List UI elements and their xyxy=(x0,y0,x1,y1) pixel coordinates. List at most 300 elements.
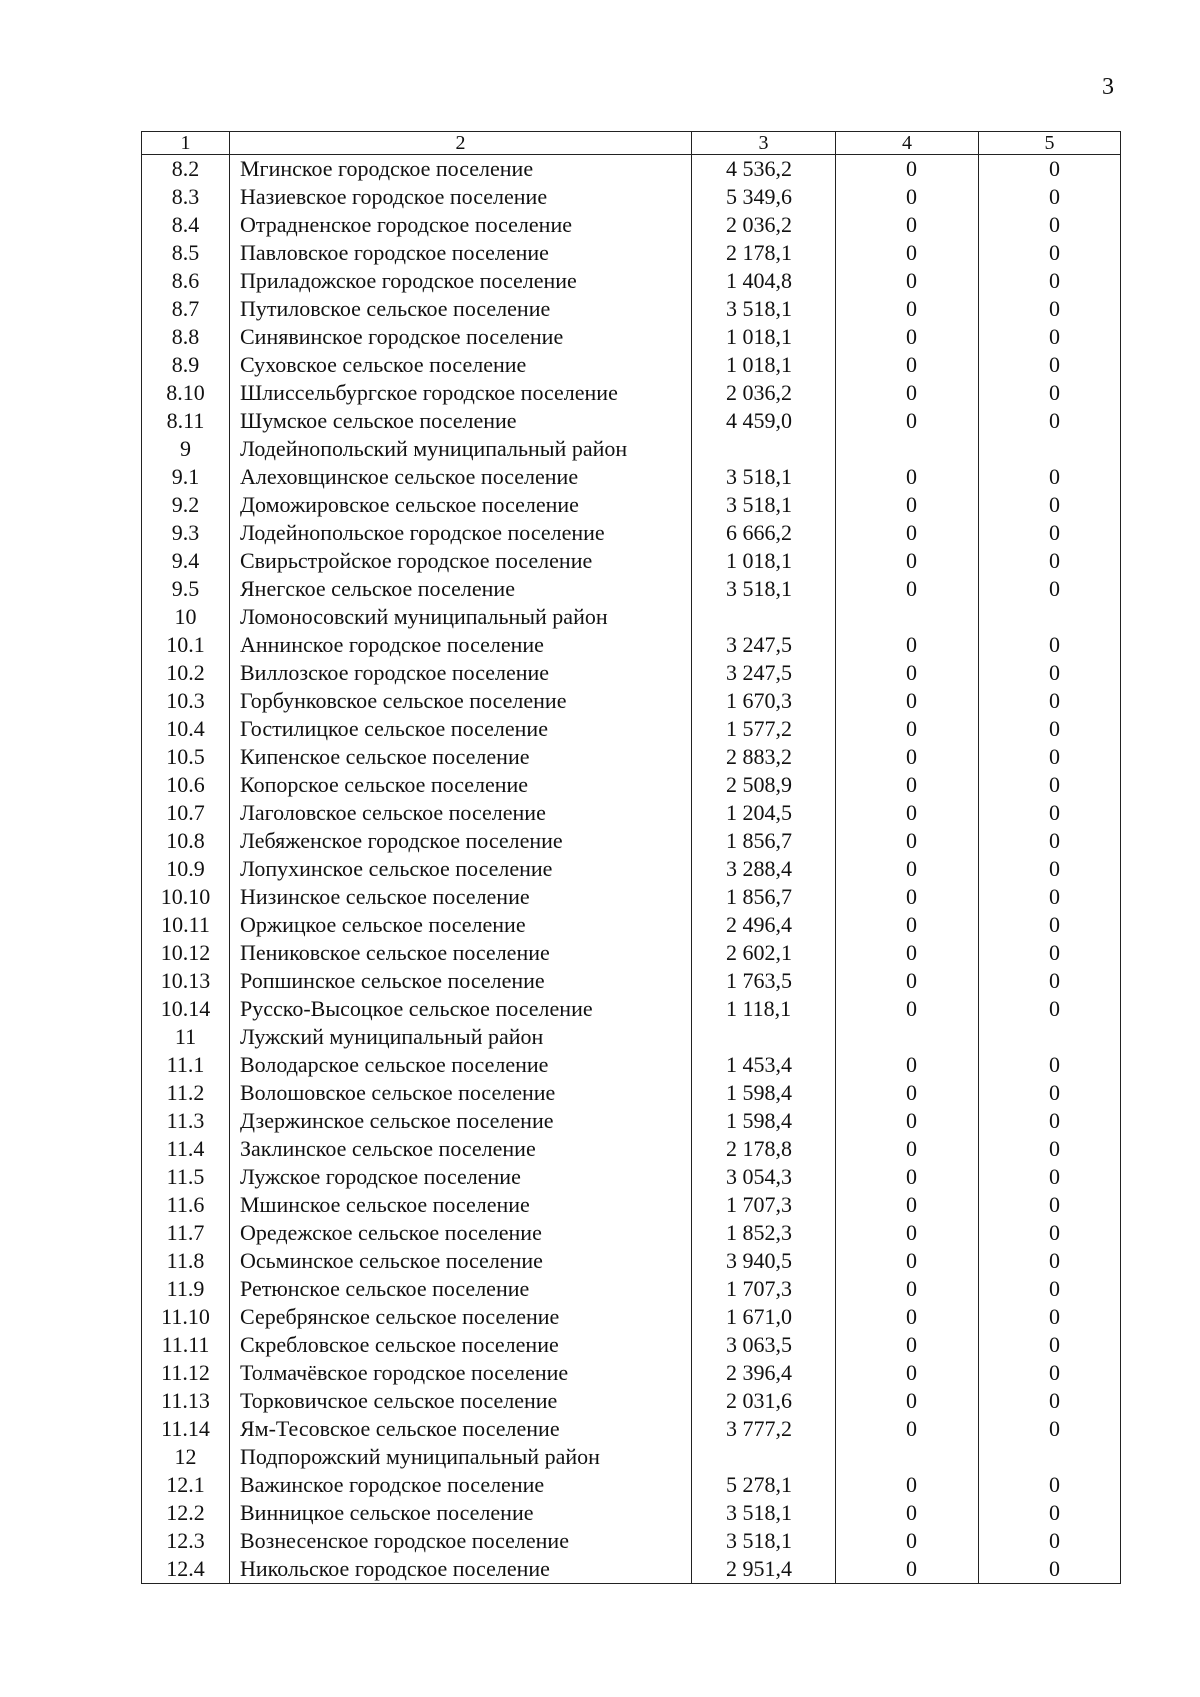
row-number: 11.4 xyxy=(142,1135,230,1163)
row-number: 11.7 xyxy=(142,1219,230,1247)
settlement-name: Важинское городское поселение xyxy=(230,1471,692,1499)
row-number: 8.11 xyxy=(142,407,230,435)
value-col-4: 0 xyxy=(836,939,979,967)
value-col-4: 0 xyxy=(836,911,979,939)
settlement-name: Виллозское городское поселение xyxy=(230,659,692,687)
value-col-4: 0 xyxy=(836,995,979,1023)
row-number: 10.10 xyxy=(142,883,230,911)
value-col-5 xyxy=(979,1443,1121,1471)
row-number: 9.4 xyxy=(142,547,230,575)
amount: 4 536,2 xyxy=(692,155,836,184)
table-row xyxy=(142,771,1121,799)
settlement-name: Павловское городское поселение xyxy=(230,239,692,267)
settlement-name: Пениковское сельское поселение xyxy=(230,939,692,967)
value-col-4: 0 xyxy=(836,575,979,603)
amount: 2 031,6 xyxy=(692,1387,836,1415)
value-col-4 xyxy=(836,1443,979,1471)
amount: 1 856,7 xyxy=(692,827,836,855)
value-col-4 xyxy=(836,603,979,631)
page-number: 3 xyxy=(1102,74,1114,100)
amount: 1 763,5 xyxy=(692,967,836,995)
value-col-5: 0 xyxy=(979,743,1121,771)
amount: 2 496,4 xyxy=(692,911,836,939)
value-col-4: 0 xyxy=(836,827,979,855)
header-row xyxy=(142,132,1121,155)
amount: 1 852,3 xyxy=(692,1219,836,1247)
table-row xyxy=(142,575,1121,603)
value-col-5 xyxy=(979,435,1121,463)
value-col-5: 0 xyxy=(979,407,1121,435)
amount: 3 063,5 xyxy=(692,1331,836,1359)
value-col-5: 0 xyxy=(979,1303,1121,1331)
row-number: 9.1 xyxy=(142,463,230,491)
value-col-5: 0 xyxy=(979,295,1121,323)
settlement-name: Лаголовское сельское поселение xyxy=(230,799,692,827)
settlement-name: Володарское сельское поселение xyxy=(230,1051,692,1079)
row-number: 8.9 xyxy=(142,351,230,379)
value-col-5: 0 xyxy=(979,351,1121,379)
settlement-name: Назиевское городское поселение xyxy=(230,183,692,211)
value-col-4: 0 xyxy=(836,267,979,295)
value-col-4: 0 xyxy=(836,883,979,911)
amount: 1 598,4 xyxy=(692,1107,836,1135)
table-row xyxy=(142,1555,1121,1584)
value-col-4: 0 xyxy=(836,1079,979,1107)
column-header: 5 xyxy=(979,132,1121,155)
value-col-5: 0 xyxy=(979,547,1121,575)
row-number: 12 xyxy=(142,1443,230,1471)
table-row xyxy=(142,1443,1121,1471)
table-row xyxy=(142,267,1121,295)
settlement-name: Толмачёвское городское поселение xyxy=(230,1359,692,1387)
value-col-4: 0 xyxy=(836,1247,979,1275)
settlement-name: Шлиссельбургское городское поселение xyxy=(230,379,692,407)
value-col-4: 0 xyxy=(836,1303,979,1331)
table-row xyxy=(142,491,1121,519)
settlement-name: Мшинское сельское поселение xyxy=(230,1191,692,1219)
value-col-4: 0 xyxy=(836,155,979,184)
settlement-name: Подпорожский муниципальный район xyxy=(230,1443,692,1471)
amount: 3 777,2 xyxy=(692,1415,836,1443)
table-row xyxy=(142,659,1121,687)
settlement-name: Дзержинское сельское поселение xyxy=(230,1107,692,1135)
amount: 1 856,7 xyxy=(692,883,836,911)
settlement-name: Ретюнское сельское поселение xyxy=(230,1275,692,1303)
table-row xyxy=(142,323,1121,351)
table-row xyxy=(142,407,1121,435)
table-row xyxy=(142,519,1121,547)
table-row xyxy=(142,967,1121,995)
value-col-5: 0 xyxy=(979,883,1121,911)
value-col-4: 0 xyxy=(836,631,979,659)
value-col-5: 0 xyxy=(979,267,1121,295)
settlement-name: Доможировское сельское поселение xyxy=(230,491,692,519)
amount: 3 247,5 xyxy=(692,631,836,659)
value-col-4: 0 xyxy=(836,351,979,379)
row-number: 9.5 xyxy=(142,575,230,603)
value-col-5: 0 xyxy=(979,1527,1121,1555)
settlement-name: Вознесенское городское поселение xyxy=(230,1527,692,1555)
table-row xyxy=(142,855,1121,883)
value-col-4: 0 xyxy=(836,463,979,491)
value-col-4: 0 xyxy=(836,407,979,435)
value-col-5: 0 xyxy=(979,1051,1121,1079)
value-col-5: 0 xyxy=(979,155,1121,184)
value-col-4: 0 xyxy=(836,743,979,771)
amount xyxy=(692,603,836,631)
value-col-4: 0 xyxy=(836,799,979,827)
table-row xyxy=(142,715,1121,743)
table-row xyxy=(142,1135,1121,1163)
settlement-name: Лодейнопольское городское поселение xyxy=(230,519,692,547)
row-number: 8.7 xyxy=(142,295,230,323)
value-col-4: 0 xyxy=(836,1499,979,1527)
value-col-4: 0 xyxy=(836,547,979,575)
row-number: 8.5 xyxy=(142,239,230,267)
row-number: 10.9 xyxy=(142,855,230,883)
amount: 2 178,8 xyxy=(692,1135,836,1163)
column-header: 4 xyxy=(836,132,979,155)
row-number: 8.2 xyxy=(142,155,230,184)
row-number: 12.2 xyxy=(142,1499,230,1527)
settlement-name: Оредежское сельское поселение xyxy=(230,1219,692,1247)
table-row xyxy=(142,1527,1121,1555)
settlement-name: Ропшинское сельское поселение xyxy=(230,967,692,995)
value-col-4: 0 xyxy=(836,687,979,715)
value-col-4: 0 xyxy=(836,771,979,799)
value-col-5: 0 xyxy=(979,1555,1121,1584)
amount: 2 508,9 xyxy=(692,771,836,799)
value-col-5: 0 xyxy=(979,239,1121,267)
value-col-5: 0 xyxy=(979,1387,1121,1415)
value-col-4: 0 xyxy=(836,491,979,519)
amount: 1 598,4 xyxy=(692,1079,836,1107)
row-number: 10.5 xyxy=(142,743,230,771)
allocation-table xyxy=(141,131,1121,1584)
row-number: 10.6 xyxy=(142,771,230,799)
value-col-5: 0 xyxy=(979,855,1121,883)
value-col-5: 0 xyxy=(979,687,1121,715)
table-row xyxy=(142,351,1121,379)
value-col-4: 0 xyxy=(836,1359,979,1387)
settlement-name: Винницкое сельское поселение xyxy=(230,1499,692,1527)
value-col-4: 0 xyxy=(836,1163,979,1191)
settlement-name: Суховское сельское поселение xyxy=(230,351,692,379)
value-col-5: 0 xyxy=(979,631,1121,659)
value-col-5: 0 xyxy=(979,1107,1121,1135)
settlement-name: Горбунковское сельское поселение xyxy=(230,687,692,715)
settlement-name: Ломоносовский муниципальный район xyxy=(230,603,692,631)
value-col-4: 0 xyxy=(836,1107,979,1135)
table-row xyxy=(142,379,1121,407)
value-col-4: 0 xyxy=(836,715,979,743)
amount: 1 204,5 xyxy=(692,799,836,827)
table-row xyxy=(142,1107,1121,1135)
row-number: 11.9 xyxy=(142,1275,230,1303)
amount: 2 178,1 xyxy=(692,239,836,267)
table-row xyxy=(142,239,1121,267)
settlement-name: Серебрянское сельское поселение xyxy=(230,1303,692,1331)
settlement-name: Лебяженское городское поселение xyxy=(230,827,692,855)
settlement-name: Лодейнопольский муниципальный район xyxy=(230,435,692,463)
value-col-5: 0 xyxy=(979,379,1121,407)
value-col-4: 0 xyxy=(836,211,979,239)
settlement-name: Низинское сельское поселение xyxy=(230,883,692,911)
value-col-4: 0 xyxy=(836,1387,979,1415)
row-number: 12.1 xyxy=(142,1471,230,1499)
value-col-5: 0 xyxy=(979,1135,1121,1163)
value-col-5: 0 xyxy=(979,1191,1121,1219)
amount: 1 018,1 xyxy=(692,323,836,351)
value-col-4: 0 xyxy=(836,1471,979,1499)
amount: 1 018,1 xyxy=(692,351,836,379)
table-row xyxy=(142,827,1121,855)
row-number: 12.4 xyxy=(142,1555,230,1584)
settlement-name: Ям-Тесовское сельское поселение xyxy=(230,1415,692,1443)
amount: 3 518,1 xyxy=(692,1527,836,1555)
row-number: 11.13 xyxy=(142,1387,230,1415)
amount: 1 707,3 xyxy=(692,1275,836,1303)
table-row xyxy=(142,743,1121,771)
settlement-name: Заклинское сельское поселение xyxy=(230,1135,692,1163)
table-row xyxy=(142,799,1121,827)
table-row xyxy=(142,155,1121,184)
row-number: 10.1 xyxy=(142,631,230,659)
column-header: 2 xyxy=(230,132,692,155)
row-number: 9.3 xyxy=(142,519,230,547)
row-number: 11.2 xyxy=(142,1079,230,1107)
amount: 2 883,2 xyxy=(692,743,836,771)
amount: 3 288,4 xyxy=(692,855,836,883)
value-col-5: 0 xyxy=(979,1415,1121,1443)
amount: 1 453,4 xyxy=(692,1051,836,1079)
value-col-4: 0 xyxy=(836,519,979,547)
row-number: 10 xyxy=(142,603,230,631)
table-row xyxy=(142,1247,1121,1275)
amount: 2 036,2 xyxy=(692,379,836,407)
value-col-4: 0 xyxy=(836,1135,979,1163)
value-col-5: 0 xyxy=(979,1163,1121,1191)
table-row xyxy=(142,1499,1121,1527)
value-col-5 xyxy=(979,1023,1121,1051)
table-row xyxy=(142,603,1121,631)
value-col-5: 0 xyxy=(979,575,1121,603)
settlement-name: Никольское городское поселение xyxy=(230,1555,692,1584)
settlement-name: Осьминское сельское поселение xyxy=(230,1247,692,1275)
row-number: 10.8 xyxy=(142,827,230,855)
table-row xyxy=(142,1303,1121,1331)
value-col-5: 0 xyxy=(979,519,1121,547)
value-col-5: 0 xyxy=(979,771,1121,799)
settlement-name: Скребловское сельское поселение xyxy=(230,1331,692,1359)
table-row xyxy=(142,995,1121,1023)
settlement-name: Свирьстройское городское поселение xyxy=(230,547,692,575)
row-number: 11 xyxy=(142,1023,230,1051)
value-col-4 xyxy=(836,1023,979,1051)
value-col-4: 0 xyxy=(836,1331,979,1359)
value-col-4 xyxy=(836,435,979,463)
row-number: 10.2 xyxy=(142,659,230,687)
settlement-name: Отрадненское городское поселение xyxy=(230,211,692,239)
settlement-name: Янегское сельское поселение xyxy=(230,575,692,603)
row-number: 11.11 xyxy=(142,1331,230,1359)
value-col-4: 0 xyxy=(836,1191,979,1219)
settlement-name: Синявинское городское поселение xyxy=(230,323,692,351)
settlement-name: Лужский муниципальный район xyxy=(230,1023,692,1051)
table-row xyxy=(142,183,1121,211)
value-col-5: 0 xyxy=(979,827,1121,855)
table-row xyxy=(142,547,1121,575)
table-row xyxy=(142,687,1121,715)
settlement-name: Лопухинское сельское поселение xyxy=(230,855,692,883)
value-col-5: 0 xyxy=(979,1275,1121,1303)
row-number: 10.4 xyxy=(142,715,230,743)
settlement-name: Шумское сельское поселение xyxy=(230,407,692,435)
row-number: 11.10 xyxy=(142,1303,230,1331)
amount: 2 396,4 xyxy=(692,1359,836,1387)
row-number: 8.10 xyxy=(142,379,230,407)
row-number: 12.3 xyxy=(142,1527,230,1555)
amount xyxy=(692,1443,836,1471)
table-row xyxy=(142,1275,1121,1303)
table-row xyxy=(142,1051,1121,1079)
value-col-5: 0 xyxy=(979,799,1121,827)
table-row xyxy=(142,883,1121,911)
amount xyxy=(692,1023,836,1051)
row-number: 10.7 xyxy=(142,799,230,827)
amount: 1 118,1 xyxy=(692,995,836,1023)
value-col-4: 0 xyxy=(836,855,979,883)
value-col-5: 0 xyxy=(979,183,1121,211)
settlement-name: Алеховщинское сельское поселение xyxy=(230,463,692,491)
row-number: 8.3 xyxy=(142,183,230,211)
value-col-5: 0 xyxy=(979,323,1121,351)
value-col-4: 0 xyxy=(836,659,979,687)
value-col-4: 0 xyxy=(836,967,979,995)
value-col-5: 0 xyxy=(979,463,1121,491)
amount: 3 518,1 xyxy=(692,295,836,323)
row-number: 8.4 xyxy=(142,211,230,239)
value-col-5: 0 xyxy=(979,715,1121,743)
table-row xyxy=(142,1191,1121,1219)
value-col-4: 0 xyxy=(836,239,979,267)
row-number: 10.12 xyxy=(142,939,230,967)
amount xyxy=(692,435,836,463)
value-col-5 xyxy=(979,603,1121,631)
amount: 1 018,1 xyxy=(692,547,836,575)
amount: 3 054,3 xyxy=(692,1163,836,1191)
row-number: 10.14 xyxy=(142,995,230,1023)
table-row xyxy=(142,211,1121,239)
amount: 5 278,1 xyxy=(692,1471,836,1499)
row-number: 10.13 xyxy=(142,967,230,995)
value-col-4: 0 xyxy=(836,379,979,407)
amount: 3 518,1 xyxy=(692,575,836,603)
value-col-5: 0 xyxy=(979,491,1121,519)
table-row xyxy=(142,911,1121,939)
value-col-4: 0 xyxy=(836,1051,979,1079)
table-row xyxy=(142,1415,1121,1443)
value-col-4: 0 xyxy=(836,295,979,323)
settlement-name: Копорское сельское поселение xyxy=(230,771,692,799)
value-col-4: 0 xyxy=(836,1275,979,1303)
settlement-name: Торковичское сельское поселение xyxy=(230,1387,692,1415)
amount: 1 404,8 xyxy=(692,267,836,295)
value-col-5: 0 xyxy=(979,995,1121,1023)
value-col-5: 0 xyxy=(979,1247,1121,1275)
value-col-5: 0 xyxy=(979,939,1121,967)
amount: 2 602,1 xyxy=(692,939,836,967)
value-col-5: 0 xyxy=(979,967,1121,995)
amount: 1 670,3 xyxy=(692,687,836,715)
table-row xyxy=(142,1079,1121,1107)
row-number: 11.5 xyxy=(142,1163,230,1191)
settlement-name: Волошовское сельское поселение xyxy=(230,1079,692,1107)
table-row xyxy=(142,1219,1121,1247)
amount: 1 577,2 xyxy=(692,715,836,743)
settlement-name: Лужское городское поселение xyxy=(230,1163,692,1191)
table-row xyxy=(142,1359,1121,1387)
row-number: 11.6 xyxy=(142,1191,230,1219)
settlement-name: Путиловское сельское поселение xyxy=(230,295,692,323)
amount: 2 951,4 xyxy=(692,1555,836,1584)
value-col-5: 0 xyxy=(979,211,1121,239)
amount: 3 518,1 xyxy=(692,1499,836,1527)
table-row xyxy=(142,1471,1121,1499)
table-row xyxy=(142,631,1121,659)
row-number: 9 xyxy=(142,435,230,463)
row-number: 11.1 xyxy=(142,1051,230,1079)
value-col-4: 0 xyxy=(836,1219,979,1247)
row-number: 11.12 xyxy=(142,1359,230,1387)
value-col-5: 0 xyxy=(979,659,1121,687)
amount: 1 707,3 xyxy=(692,1191,836,1219)
amount: 2 036,2 xyxy=(692,211,836,239)
table-row xyxy=(142,1331,1121,1359)
row-number: 8.8 xyxy=(142,323,230,351)
row-number: 11.8 xyxy=(142,1247,230,1275)
row-number: 10.3 xyxy=(142,687,230,715)
amount: 4 459,0 xyxy=(692,407,836,435)
settlement-name: Мгинское городское поселение xyxy=(230,155,692,184)
value-col-5: 0 xyxy=(979,1499,1121,1527)
amount: 5 349,6 xyxy=(692,183,836,211)
value-col-5: 0 xyxy=(979,1471,1121,1499)
row-number: 9.2 xyxy=(142,491,230,519)
settlement-name: Аннинское городское поселение xyxy=(230,631,692,659)
settlement-name: Оржицкое сельское поселение xyxy=(230,911,692,939)
value-col-4: 0 xyxy=(836,1415,979,1443)
table-row xyxy=(142,1023,1121,1051)
settlement-name: Русско-Высоцкое сельское поселение xyxy=(230,995,692,1023)
amount: 3 247,5 xyxy=(692,659,836,687)
table-header xyxy=(142,132,1121,155)
amount: 3 518,1 xyxy=(692,463,836,491)
column-header: 3 xyxy=(692,132,836,155)
value-col-5: 0 xyxy=(979,1359,1121,1387)
amount: 1 671,0 xyxy=(692,1303,836,1331)
settlement-name: Приладожское городское поселение xyxy=(230,267,692,295)
value-col-5: 0 xyxy=(979,911,1121,939)
amount: 3 518,1 xyxy=(692,491,836,519)
value-col-4: 0 xyxy=(836,1555,979,1584)
row-number: 11.3 xyxy=(142,1107,230,1135)
settlement-name: Гостилицкое сельское поселение xyxy=(230,715,692,743)
row-number: 8.6 xyxy=(142,267,230,295)
row-number: 11.14 xyxy=(142,1415,230,1443)
table-row xyxy=(142,295,1121,323)
value-col-5: 0 xyxy=(979,1219,1121,1247)
